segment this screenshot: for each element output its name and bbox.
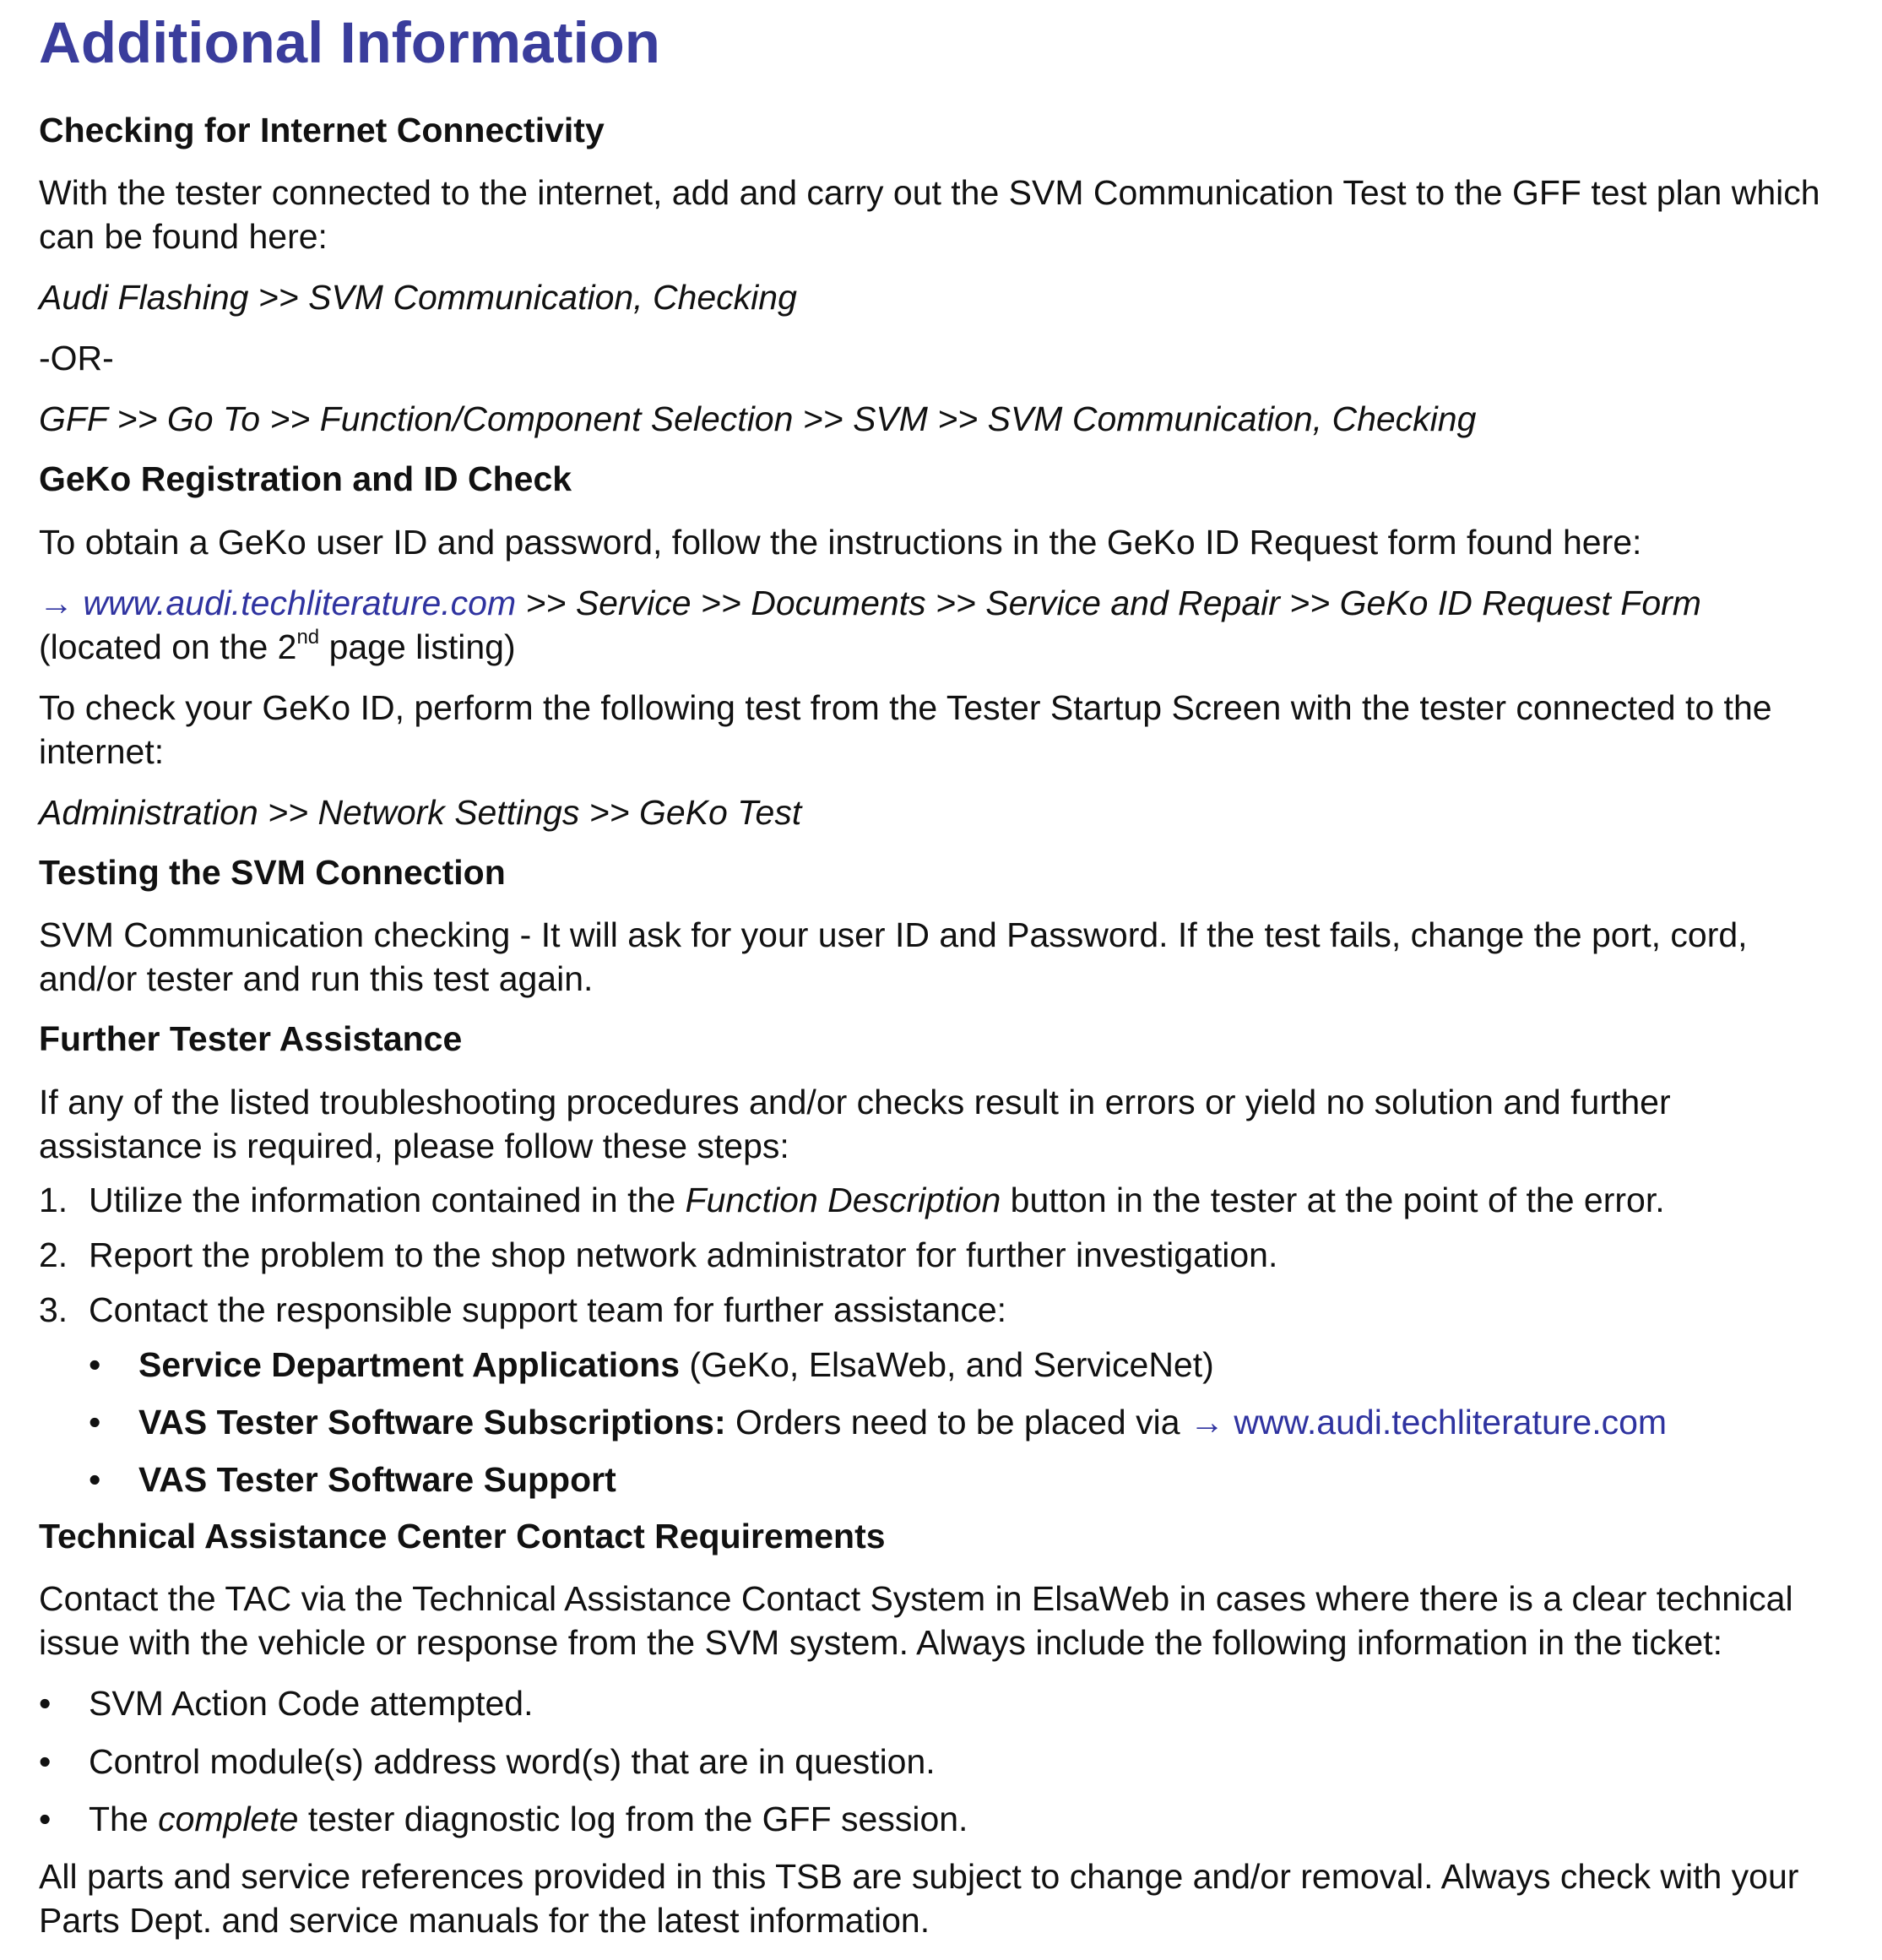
paragraph: To check your GeKo ID, perform the following test from the Tester Startup Screen with the tester connected to the internet:	[39, 687, 1772, 771]
section-heading: Checking for Internet Connectivity	[39, 110, 605, 149]
menu-path: GFF >> Go To >> Function/Component Selection >> SVM >> SVM Communication, Checking	[39, 399, 1477, 439]
requirement-emphasis: complete	[158, 1799, 299, 1838]
step-emphasis: Function Description	[685, 1180, 1001, 1219]
list-item	[39, 1288, 1843, 1332]
bullet-icon: •	[89, 1344, 101, 1384]
arrow-right-icon: →	[1189, 1402, 1224, 1441]
or-separator: -OR-	[39, 339, 114, 378]
geko-form-reference	[39, 581, 1843, 669]
bullet-icon: •	[39, 1684, 52, 1724]
section-further-assistance	[39, 1018, 1843, 1501]
support-team-list	[39, 1343, 1843, 1501]
step-number: 1.	[39, 1180, 68, 1219]
step-text: Utilize the information contained in the	[89, 1180, 676, 1219]
located-note-suffix: page listing)	[328, 627, 516, 666]
arrow-right-icon: →	[39, 583, 73, 622]
section-geko-registration	[39, 458, 1843, 834]
techliterature-link[interactable]: www.audi.techliterature.com	[1234, 1402, 1668, 1441]
bullet-icon: •	[39, 1799, 52, 1838]
list-item	[39, 1400, 1843, 1444]
list-item	[39, 1343, 1843, 1387]
step-text: Report the problem to the shop network administrator for further investigation.	[89, 1235, 1278, 1274]
bullet-icon: •	[89, 1460, 101, 1500]
requirement-text: Control module(s) address word(s) that are in question.	[89, 1741, 936, 1781]
tac-requirements-list	[39, 1681, 1843, 1840]
footer-note: All parts and service references provided in this TSB are subject to change and/or removal. Always check with your Parts Dept. and service manuals for the latest information.	[39, 1856, 1799, 1940]
list-item	[39, 1681, 1843, 1725]
paragraph: To obtain a GeKo user ID and password, follow the instructions in the GeKo ID Request form found here:	[39, 522, 1642, 562]
located-note-prefix: (located on the 2	[39, 627, 297, 666]
section-heading: Testing the SVM Connection	[39, 852, 506, 892]
assistance-steps	[39, 1178, 1843, 1332]
section-svm-connection	[39, 851, 1843, 1001]
list-item	[39, 1233, 1843, 1277]
requirement-text: The	[89, 1799, 149, 1838]
requirement-text: tester diagnostic log from the GFF session.	[307, 1799, 968, 1838]
support-team-detail: Orders need to be placed via	[735, 1402, 1180, 1441]
list-item	[39, 1458, 1843, 1501]
section-internet-connectivity	[39, 109, 1843, 442]
page-title: Additional Information	[39, 10, 660, 75]
support-team-detail: (GeKo, ElsaWeb, and ServiceNet)	[689, 1344, 1214, 1384]
section-heading: Further Tester Assistance	[39, 1019, 463, 1059]
support-team-name: VAS Tester Software Subscriptions:	[138, 1402, 726, 1441]
bullet-icon: •	[39, 1741, 52, 1781]
step-text: Contact the responsible support team for further assistance:	[89, 1289, 1007, 1329]
menu-path: Audi Flashing >> SVM Communication, Checking	[39, 278, 797, 318]
list-item	[39, 1740, 1843, 1784]
bullet-icon: •	[89, 1402, 101, 1441]
support-team-name: Service Department Applications	[138, 1344, 681, 1384]
list-item	[39, 1178, 1843, 1222]
step-text: button in the tester at the point of the error.	[1010, 1180, 1665, 1219]
section-tac-requirements	[39, 1515, 1843, 1942]
paragraph: If any of the listed troubleshooting procedures and/or checks result in errors or yield no solution and further assistance is required, please follow these steps:	[39, 1082, 1671, 1165]
section-heading: GeKo Registration and ID Check	[39, 459, 572, 499]
paragraph: With the tester connected to the internet, add and carry out the SVM Communication Test to the GFF test plan which can be found here:	[39, 173, 1820, 257]
requirement-text: SVM Action Code attempted.	[89, 1684, 534, 1724]
step-number: 2.	[39, 1235, 68, 1274]
paragraph: Contact the TAC via the Technical Assistance Contact System in ElsaWeb in cases where there is a clear technical issue with the vehicle or response from the SVM system. Always include the following information in the ticket:	[39, 1579, 1793, 1663]
support-team-name: VAS Tester Software Support	[138, 1460, 616, 1500]
geko-form-path: >> Service >> Documents >> Service and Repair >> GeKo ID Request Form	[525, 583, 1701, 622]
superscript-ordinal: nd	[296, 625, 320, 649]
section-heading: Technical Assistance Center Contact Requirements	[39, 1517, 886, 1556]
techliterature-link[interactable]: www.audi.techliterature.com	[83, 583, 517, 622]
menu-path: Administration >> Network Settings >> GeKo Test	[39, 792, 802, 832]
list-item	[39, 1797, 1843, 1841]
paragraph: SVM Communication checking - It will ask for your user ID and Password. If the test fails, change the port, cord, and/or tester and run this test again.	[39, 915, 1748, 999]
step-number: 3.	[39, 1289, 68, 1329]
